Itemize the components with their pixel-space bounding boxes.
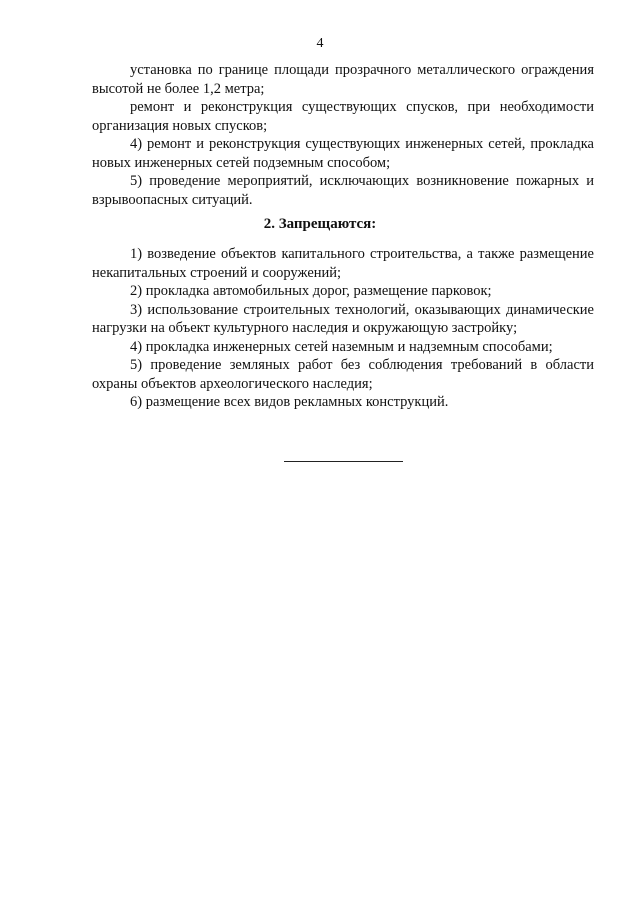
- page-number: 4: [316, 36, 324, 51]
- prohibited-item: 5) проведение земляных работ без соблюдения требований в области охраны объектов археологического наследия;: [92, 357, 594, 392]
- prohibited-item: 6) размещение всех видов рекламных конструкций.: [130, 394, 449, 410]
- section-heading: 2. Запрещаются:: [263, 216, 377, 232]
- permitted-item: 5) проведение мероприятий, исключающих возникновение пожарных и взрывоопасных ситуаций.: [92, 173, 594, 208]
- prohibited-list: [92, 245, 594, 412]
- prohibited-item: 3) использование строительных технологий, оказывающих динамические нагрузки на объект культурного наследия и окружающую застройку;: [92, 301, 594, 336]
- prohibited-item: 2) прокладка автомобильных дорог, размещение парковок;: [130, 283, 492, 299]
- permitted-item: установка по границе площади прозрачного металлического ограждения высотой не более 1,2 метра;: [92, 62, 594, 97]
- permitted-item: 4) ремонт и реконструкция существующих инженерных сетей, прокладка новых инженерных сетей подземным способом;: [92, 136, 594, 171]
- prohibited-item: 1) возведение объектов капитального строительства, а также размещение некапитальных строений и сооружений;: [92, 246, 594, 281]
- permitted-item: ремонт и реконструкция существующих спусков, при необходимости организация новых спусков;: [92, 99, 594, 134]
- prohibited-item: 4) прокладка инженерных сетей наземным и надземным способами;: [130, 338, 553, 355]
- end-divider: [284, 461, 403, 462]
- permitted-list: [92, 61, 594, 209]
